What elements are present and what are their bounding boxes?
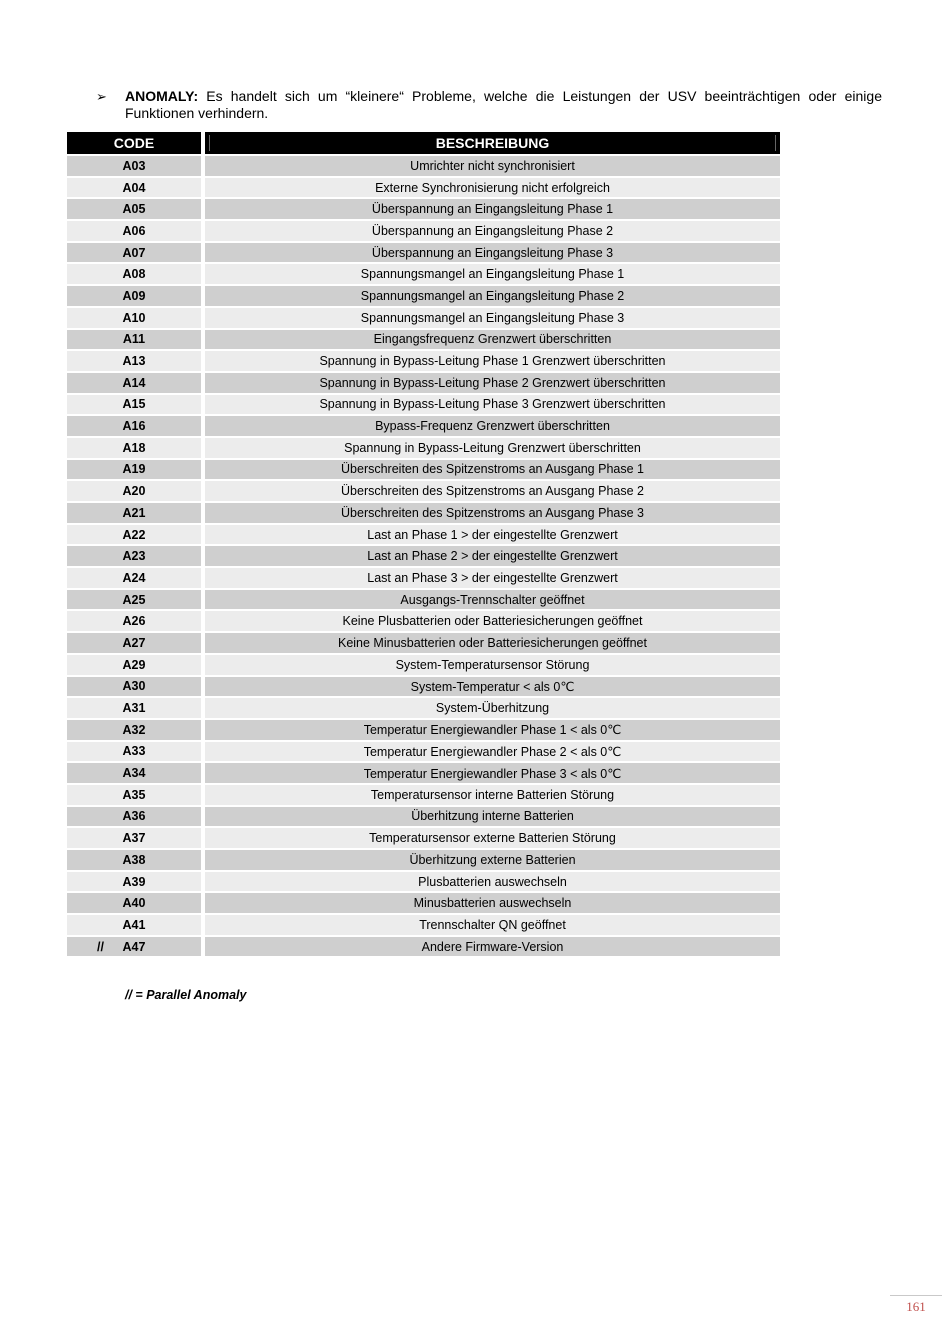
table-row bbox=[67, 828, 780, 848]
description-cell: Überschreiten des Spitzenstroms an Ausgang Phase 3 bbox=[205, 503, 780, 523]
description-cell: System-Temperatursensor Störung bbox=[205, 655, 780, 675]
code-value: A20 bbox=[122, 484, 146, 499]
code-cell bbox=[67, 286, 201, 306]
code-cell bbox=[67, 937, 201, 957]
code-cell bbox=[67, 460, 201, 480]
description-cell: Last an Phase 1 > der eingestellte Grenzwert bbox=[205, 525, 780, 545]
code-cell bbox=[67, 763, 201, 783]
table-row bbox=[67, 286, 780, 306]
table-row bbox=[67, 611, 780, 631]
code-value: A30 bbox=[122, 679, 146, 694]
code-cell bbox=[67, 742, 201, 762]
intro-text: Es handelt sich um “kleinere“ Probleme, welche die Leistungen der USV beeinträchtigen oder einige Funktionen verhindern. bbox=[125, 88, 882, 121]
table-row bbox=[67, 503, 780, 523]
code-value: A14 bbox=[122, 375, 146, 390]
description-cell: Spannung in Bypass-Leitung Phase 3 Grenzwert überschritten bbox=[205, 395, 780, 415]
table-row bbox=[67, 373, 780, 393]
code-cell bbox=[67, 308, 201, 328]
description-cell: Überspannung an Eingangsleitung Phase 3 bbox=[205, 243, 780, 263]
code-value: A35 bbox=[122, 787, 146, 802]
description-cell: Last an Phase 3 > der eingestellte Grenzwert bbox=[205, 568, 780, 588]
table-row bbox=[67, 416, 780, 436]
code-value: A22 bbox=[122, 527, 146, 542]
table-row bbox=[67, 481, 780, 501]
description-cell: Spannungsmangel an Eingangsleitung Phase 2 bbox=[205, 286, 780, 306]
description-cell: Überspannung an Eingangsleitung Phase 2 bbox=[205, 221, 780, 241]
anomaly-intro bbox=[96, 88, 882, 122]
intro-paragraph bbox=[125, 88, 882, 122]
table-row bbox=[67, 308, 780, 328]
description-cell: Temperatursensor interne Batterien Störung bbox=[205, 785, 780, 805]
code-value: A31 bbox=[122, 701, 146, 716]
code-value: A21 bbox=[122, 505, 146, 520]
code-cell bbox=[67, 893, 201, 913]
table-row bbox=[67, 568, 780, 588]
table-row bbox=[67, 221, 780, 241]
code-cell bbox=[67, 525, 201, 545]
table-row bbox=[67, 677, 780, 697]
description-cell: Umrichter nicht synchronisiert bbox=[205, 156, 780, 176]
code-cell bbox=[67, 221, 201, 241]
intro-lead: ANOMALY: bbox=[125, 88, 199, 104]
table-row bbox=[67, 178, 780, 198]
code-cell bbox=[67, 199, 201, 219]
code-cell bbox=[67, 156, 201, 176]
code-value: A36 bbox=[122, 809, 146, 824]
code-cell bbox=[67, 395, 201, 415]
description-cell: Andere Firmware-Version bbox=[205, 937, 780, 957]
code-value: A39 bbox=[122, 874, 146, 889]
table-row bbox=[67, 763, 780, 783]
code-value: A13 bbox=[122, 354, 146, 369]
code-value: A38 bbox=[122, 852, 146, 867]
description-cell: Eingangsfrequenz Grenzwert überschritten bbox=[205, 330, 780, 350]
description-cell: Spannung in Bypass-Leitung Grenzwert überschritten bbox=[205, 438, 780, 458]
table-row bbox=[67, 460, 780, 480]
code-value: A18 bbox=[122, 440, 146, 455]
code-value: A33 bbox=[122, 744, 146, 759]
description-cell: Temperatur Energiewandler Phase 3 < als 0℃ bbox=[205, 763, 780, 783]
table-row bbox=[67, 785, 780, 805]
description-cell: Temperatur Energiewandler Phase 1 < als 0℃ bbox=[205, 720, 780, 740]
arrow-bullet-icon: ➢ bbox=[96, 89, 107, 104]
description-cell: Keine Plusbatterien oder Batteriesicherungen geöffnet bbox=[205, 611, 780, 631]
code-value: A11 bbox=[122, 332, 146, 347]
description-cell: System-Überhitzung bbox=[205, 698, 780, 718]
code-cell bbox=[67, 373, 201, 393]
code-cell bbox=[67, 178, 201, 198]
code-value: A09 bbox=[122, 288, 146, 303]
page-number: 161 bbox=[906, 1299, 926, 1314]
description-cell: Last an Phase 2 > der eingestellte Grenzwert bbox=[205, 546, 780, 566]
table-row bbox=[67, 742, 780, 762]
description-cell: Überspannung an Eingangsleitung Phase 1 bbox=[205, 199, 780, 219]
code-value: A24 bbox=[122, 570, 146, 585]
code-value: A07 bbox=[122, 245, 146, 260]
code-cell bbox=[67, 785, 201, 805]
header-description: BESCHREIBUNG bbox=[205, 132, 780, 154]
description-cell: Spannung in Bypass-Leitung Phase 2 Grenzwert überschritten bbox=[205, 373, 780, 393]
table-row bbox=[67, 438, 780, 458]
table-row bbox=[67, 351, 780, 371]
code-cell bbox=[67, 438, 201, 458]
code-cell bbox=[67, 351, 201, 371]
code-cell bbox=[67, 677, 201, 697]
footnote: // = Parallel Anomaly bbox=[125, 988, 247, 1002]
table-row bbox=[67, 243, 780, 263]
code-cell bbox=[67, 915, 201, 935]
code-value: A25 bbox=[122, 592, 146, 607]
code-cell bbox=[67, 872, 201, 892]
code-value: A19 bbox=[122, 462, 146, 477]
header-code: CODE bbox=[67, 132, 201, 154]
table-row bbox=[67, 937, 780, 957]
table-row bbox=[67, 915, 780, 935]
table-row bbox=[67, 893, 780, 913]
description-cell: Temperatur Energiewandler Phase 2 < als 0℃ bbox=[205, 742, 780, 762]
description-cell: Spannungsmangel an Eingangsleitung Phase 1 bbox=[205, 264, 780, 284]
table-header-row bbox=[67, 132, 780, 154]
code-cell bbox=[67, 850, 201, 870]
parallel-marker: // bbox=[97, 939, 104, 954]
description-cell: Bypass-Frequenz Grenzwert überschritten bbox=[205, 416, 780, 436]
description-cell: Überhitzung externe Batterien bbox=[205, 850, 780, 870]
table-row bbox=[67, 199, 780, 219]
description-cell: Überschreiten des Spitzenstroms an Ausgang Phase 1 bbox=[205, 460, 780, 480]
table-row bbox=[67, 330, 780, 350]
description-cell: System-Temperatur < als 0℃ bbox=[205, 677, 780, 697]
code-value: A04 bbox=[122, 180, 146, 195]
code-cell bbox=[67, 611, 201, 631]
description-cell: Spannung in Bypass-Leitung Phase 1 Grenzwert überschritten bbox=[205, 351, 780, 371]
code-cell bbox=[67, 633, 201, 653]
table-row bbox=[67, 633, 780, 653]
code-cell bbox=[67, 655, 201, 675]
code-cell bbox=[67, 698, 201, 718]
code-cell bbox=[67, 264, 201, 284]
code-cell bbox=[67, 330, 201, 350]
code-cell bbox=[67, 807, 201, 827]
description-cell: Spannungsmangel an Eingangsleitung Phase 3 bbox=[205, 308, 780, 328]
code-cell bbox=[67, 481, 201, 501]
code-value: A16 bbox=[122, 419, 146, 434]
table-row bbox=[67, 156, 780, 176]
code-cell bbox=[67, 828, 201, 848]
table-row bbox=[67, 850, 780, 870]
code-cell bbox=[67, 243, 201, 263]
description-cell: Keine Minusbatterien oder Batteriesicherungen geöffnet bbox=[205, 633, 780, 653]
table-row bbox=[67, 525, 780, 545]
code-cell bbox=[67, 568, 201, 588]
code-value: A15 bbox=[122, 397, 146, 412]
description-cell: Trennschalter QN geöffnet bbox=[205, 915, 780, 935]
table-row bbox=[67, 590, 780, 610]
description-cell: Überhitzung interne Batterien bbox=[205, 807, 780, 827]
code-value: A05 bbox=[122, 202, 146, 217]
description-cell: Plusbatterien auswechseln bbox=[205, 872, 780, 892]
code-value: A40 bbox=[122, 896, 146, 911]
table-body bbox=[67, 156, 780, 956]
code-cell bbox=[67, 590, 201, 610]
code-value: A37 bbox=[122, 831, 146, 846]
code-value: A06 bbox=[122, 223, 146, 238]
table-row bbox=[67, 698, 780, 718]
description-cell: Ausgangs-Trennschalter geöffnet bbox=[205, 590, 780, 610]
code-value: A41 bbox=[122, 917, 146, 932]
code-value: A23 bbox=[122, 549, 146, 564]
table-row bbox=[67, 264, 780, 284]
table-row bbox=[67, 655, 780, 675]
code-cell bbox=[67, 720, 201, 740]
table-row bbox=[67, 395, 780, 415]
table-row bbox=[67, 720, 780, 740]
code-value: A03 bbox=[122, 158, 146, 173]
code-cell bbox=[67, 503, 201, 523]
description-cell: Externe Synchronisierung nicht erfolgreich bbox=[205, 178, 780, 198]
code-cell bbox=[67, 546, 201, 566]
code-value: A32 bbox=[122, 722, 146, 737]
code-value: A08 bbox=[122, 267, 146, 282]
code-value: A47 bbox=[122, 939, 146, 954]
table-row bbox=[67, 807, 780, 827]
table-row bbox=[67, 872, 780, 892]
description-cell: Temperatursensor externe Batterien Störung bbox=[205, 828, 780, 848]
code-cell bbox=[67, 416, 201, 436]
description-cell: Überschreiten des Spitzenstroms an Ausgang Phase 2 bbox=[205, 481, 780, 501]
code-value: A26 bbox=[122, 614, 146, 629]
code-value: A27 bbox=[122, 635, 146, 650]
description-cell: Minusbatterien auswechseln bbox=[205, 893, 780, 913]
anomaly-code-table bbox=[67, 132, 780, 958]
code-value: A10 bbox=[122, 310, 146, 325]
table-row bbox=[67, 546, 780, 566]
page-number-rule bbox=[890, 1295, 942, 1296]
code-value: A29 bbox=[122, 657, 146, 672]
code-value: A34 bbox=[122, 766, 146, 781]
